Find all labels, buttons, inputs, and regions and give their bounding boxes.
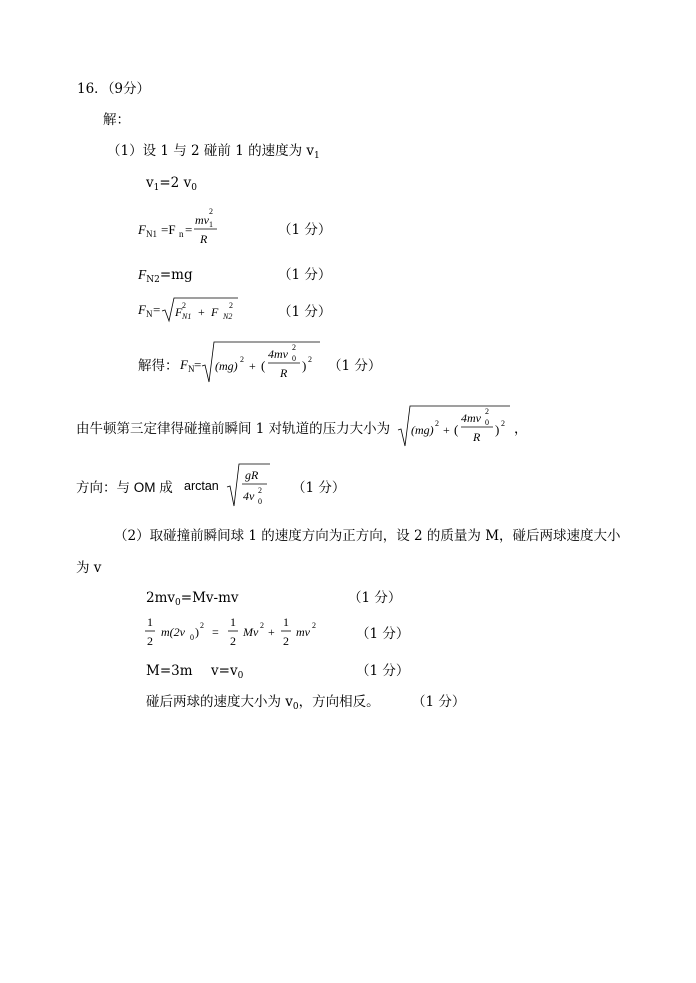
result-mg-sup: 2 (240, 355, 244, 364)
result-numerator: 4mv (268, 347, 288, 361)
problem-header (77, 81, 150, 97)
part2-intro-line2: 为 v (76, 560, 102, 576)
v1-symbol: v (146, 175, 154, 191)
arctan-numerator: gR (245, 468, 259, 482)
fn-rad-a-sub: N1 (182, 312, 192, 321)
final-points: （1 分） (412, 694, 466, 710)
result-open-paren: ( (261, 358, 266, 373)
fn1-denominator: R (200, 232, 208, 246)
fn2-rhs: =mg (159, 267, 193, 283)
energy-half-1-num: 1 (147, 615, 153, 629)
conclusion-num-sub: 0 (485, 418, 489, 427)
arctan-text: arctan (184, 479, 219, 493)
arctan-den-sub: 0 (258, 497, 262, 506)
energy-equation (144, 612, 324, 654)
fn2-equation (138, 267, 193, 283)
energy-half-2-num: 1 (230, 615, 236, 629)
fn1-sub: N1 (146, 229, 157, 239)
result-close-sup: 2 (308, 355, 312, 364)
fn-rad-b-sup: 2 (229, 301, 233, 310)
energy-plus: + (268, 625, 275, 639)
fn1-eq: = (185, 222, 193, 237)
fn1-num-sub: 1 (209, 220, 213, 229)
conclusion-mg-sup: 2 (435, 419, 439, 428)
energy-half-3-num: 1 (283, 615, 289, 629)
solution-v-sub: 0 (237, 671, 244, 681)
fn-points: （1 分） (278, 304, 332, 320)
solution-v (211, 663, 243, 679)
result-symbol: F (180, 357, 188, 372)
energy-lhs-close: ) (195, 625, 199, 639)
conclusion-comma: ， (514, 421, 528, 437)
result-equation (180, 338, 325, 384)
energy-half-2-den: 2 (230, 634, 236, 648)
conclusion-mg: (mg) (411, 423, 434, 437)
energy-M: Mv (243, 625, 259, 639)
conclusion-text: 由牛顿第三定律得碰撞前瞬间 1 对轨道的压力大小为 (76, 421, 391, 437)
result-label: 解得： (138, 358, 179, 374)
arctan-den-sup: 2 (258, 486, 262, 495)
fn2-sub: N2 (146, 275, 160, 285)
result-num-sup: 2 (292, 343, 296, 352)
energy-half-3-den: 2 (283, 634, 289, 648)
part1-intro (107, 143, 320, 159)
fn-rad-plus: + (198, 305, 205, 319)
direction-points: （1 分） (292, 480, 346, 496)
momentum-lhs: 2mv (146, 590, 176, 606)
energy-M-sup: 2 (260, 621, 264, 630)
fn1-num-sup: 2 (209, 207, 213, 216)
final-text: 碰后两球的速度大小为 v (146, 694, 293, 710)
solution-M: M=3m (146, 663, 193, 679)
fn-rad-b-sub: N2 (223, 312, 233, 321)
energy-lhs-sub: 0 (190, 633, 194, 642)
energy-m: mv (296, 625, 310, 639)
part2-intro-line1: （2）取碰撞前瞬间球 1 的速度方向为正方向，设 2 的质量为 M，碰后两球速度大小 (114, 528, 621, 544)
conclusion-close-sup: 2 (501, 419, 505, 428)
momentum-rhs: =Mv-mv (180, 590, 239, 606)
fn1-mid: =F (161, 222, 176, 237)
problem-number: 16． (77, 81, 108, 97)
conclusion-numerator: 4mv (461, 411, 481, 425)
result-plus: + (249, 359, 256, 373)
energy-lhs-sup: 2 (200, 621, 204, 630)
conclusion-num-sup: 2 (485, 407, 489, 416)
fn1-numerator: mv (195, 213, 209, 227)
solve-label: 解： (103, 112, 130, 128)
result-points: （1 分） (328, 358, 382, 374)
v1-rhs-sub: 0 (191, 183, 197, 193)
conclusion-denominator: R (473, 430, 481, 444)
result-close-paren: ) (302, 358, 307, 373)
conclusion-close-paren: ) (495, 422, 500, 437)
energy-half-1-den: 2 (147, 634, 153, 648)
direction-arctan (184, 460, 276, 510)
fn-rad-a-sup: 2 (182, 301, 186, 310)
fn-rad-a: F (175, 305, 183, 319)
result-sub: N (188, 364, 195, 374)
v1-equation (146, 175, 197, 191)
part1-intro-sub: 1 (314, 151, 320, 161)
fn-equation (138, 295, 248, 325)
v1-sub: 1 (153, 183, 160, 193)
part1-intro-text: （1）设 1 与 2 碰前 1 的速度为 v (107, 143, 315, 159)
momentum-points: （1 分） (348, 590, 402, 606)
solution-v-text: v=v (211, 663, 238, 679)
direction-label: 方向：与 OM 成 (76, 480, 173, 495)
momentum-sub: 0 (175, 598, 181, 608)
fn2-symbol: F (138, 267, 147, 282)
energy-lhs: m(2v (161, 625, 185, 639)
energy-m-sup: 2 (312, 621, 316, 630)
result-denominator: R (280, 366, 288, 380)
conclusion-open-paren: ( (454, 422, 459, 437)
conclusion-plus: + (443, 423, 450, 437)
fn-sub: N (146, 309, 153, 319)
arctan-denominator: 4v (243, 489, 255, 503)
solution-points: （1 分） (356, 663, 410, 679)
fn1-symbol: F (138, 222, 146, 237)
fn1-equation (138, 206, 228, 250)
final-sub: 0 (292, 702, 299, 712)
momentum-equation (146, 590, 239, 606)
result-eq: = (194, 357, 202, 372)
problem-score: （9分） (107, 81, 151, 97)
final-rest: ，方向相反。 (298, 694, 380, 710)
final-statement (146, 694, 380, 710)
fn-eq: = (153, 302, 161, 317)
energy-eq: = (212, 625, 219, 639)
fn-symbol: F (138, 302, 146, 317)
fn1-mid-sub: n (179, 229, 184, 239)
fn1-points: （1 分） (278, 222, 332, 238)
energy-points: （1 分） (356, 626, 410, 642)
result-num-sub: 0 (292, 354, 296, 363)
conclusion-equation (396, 402, 514, 448)
fn-rad-b: F (211, 305, 219, 319)
result-mg: (mg) (215, 359, 238, 373)
fn2-points: （1 分） (278, 267, 332, 283)
v1-rhs: =2 v (159, 175, 192, 191)
